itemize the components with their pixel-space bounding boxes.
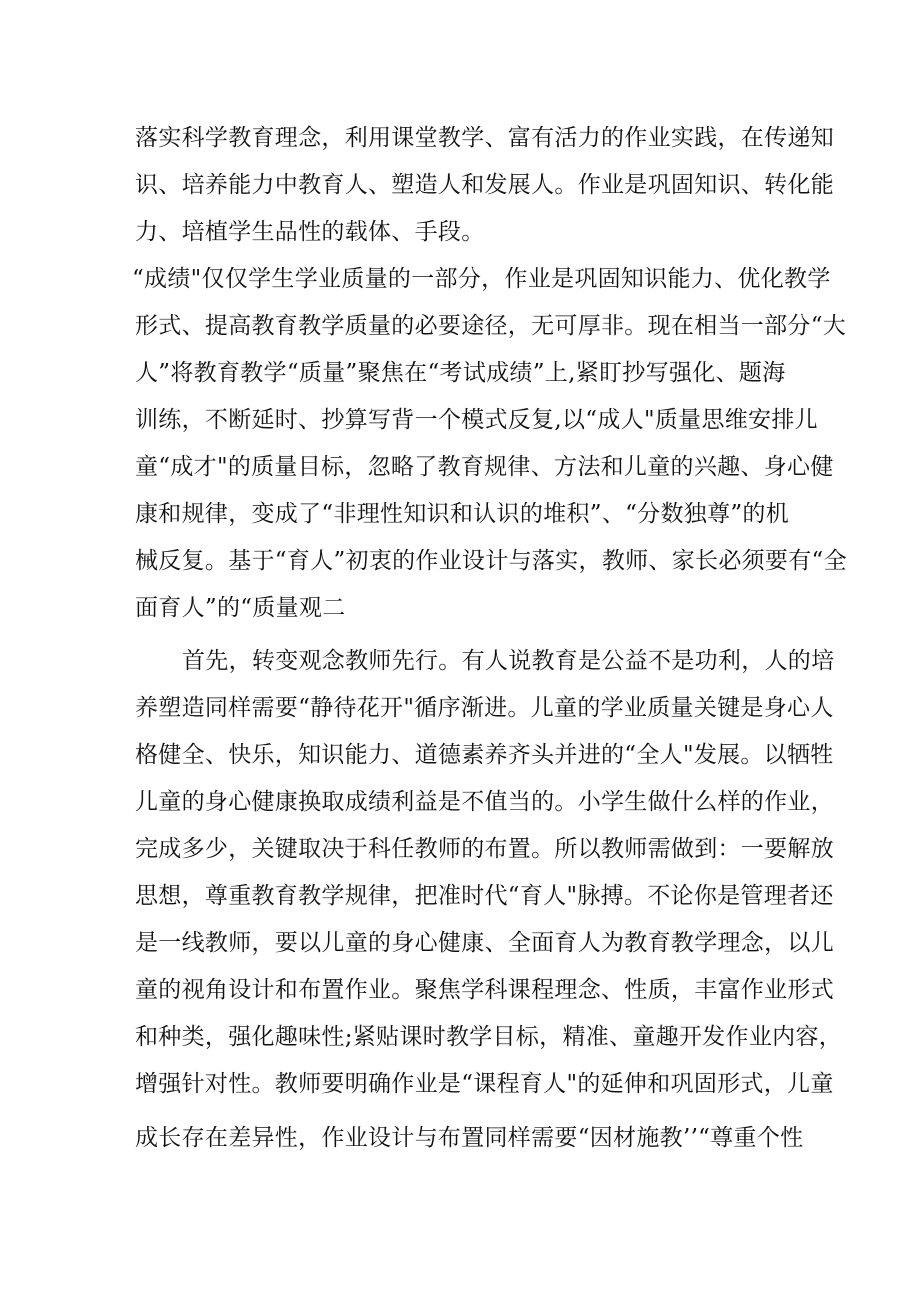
- text-line-15: 儿童的身心健康换取成绩利益是不值当的。小学生做什么样的作业，: [135, 789, 834, 815]
- text-line-17: 思想，尊重教育教学规律，把准时代“育人"脉搏。不论你是管理者还: [135, 883, 834, 909]
- text-line-19: 童的视角设计和布置作业。聚焦学科课程理念、性质，丰富作业形式: [135, 977, 834, 1003]
- text-line-1: 落实科学教育理念，利用课堂教学、富有活力的作业实践，在传递知: [135, 125, 834, 151]
- text-line-5: 形式、提高教育教学质量的必要途径，无可厚非。现在相当一部分“大: [135, 313, 847, 339]
- text-line-8: 童“成才"的质量目标，忽略了教育规律、方法和儿童的兴趣、身心健: [135, 454, 834, 480]
- text-line-14: 格健全、快乐，知识能力、道德素养齐头并进的“全人"发展。以牺牲: [135, 742, 834, 768]
- text-line-6: 人”将教育教学“质量”聚焦在“考试成绩”上,紧盯抄写强化、题海: [135, 360, 786, 386]
- text-line-10: 械反复。基于“育人”初衷的作业设计与落实，教师、家长必须要有“全: [135, 548, 847, 574]
- text-line-16: 完成多少，关键取决于科任教师的布置。所以教师需做到：一要解放: [135, 836, 834, 862]
- text-line-21: 增强针对性。教师要明确作业是“课程育人"的延伸和巩固形式，儿童: [135, 1071, 834, 1097]
- text-line-4: “成绩"仅仅学生学业质量的一部分，作业是巩固知识能力、优化教学: [132, 266, 831, 292]
- text-line-20: 和种类，强化趣味性;紧贴课时教学目标，精准、童趣开发作业内容，: [135, 1024, 843, 1050]
- text-line-7: 训练，不断延时、抄算写背一个模式反复,以“成人"质量思维安排儿: [135, 407, 818, 433]
- text-line-22: 成长存在差异性，作业设计与布置同样需要“因材施教’’“尊重个性: [135, 1125, 804, 1151]
- text-line-11: 面育人”的“质量观二: [135, 595, 346, 621]
- text-line-3: 力、培植学生品性的载体、手段。: [135, 219, 485, 245]
- text-line-13: 养塑造同样需要“静待花开"循序渐进。儿童的学业质量关键是身心人: [135, 695, 834, 721]
- text-line-9: 康和规律，变成了“非理性知识和认识的堆积”、“分数独尊”的机: [135, 501, 790, 527]
- text-line-12: 首先，转变观念教师先行。有人说教育是公益不是功利，人的培: [182, 648, 835, 674]
- text-line-18: 是一线教师，要以儿童的身心健康、全面育人为教育教学理念，以儿: [135, 930, 834, 956]
- text-line-2: 识、培养能力中教育人、塑造人和发展人。作业是巩固知识、转化能: [135, 172, 834, 198]
